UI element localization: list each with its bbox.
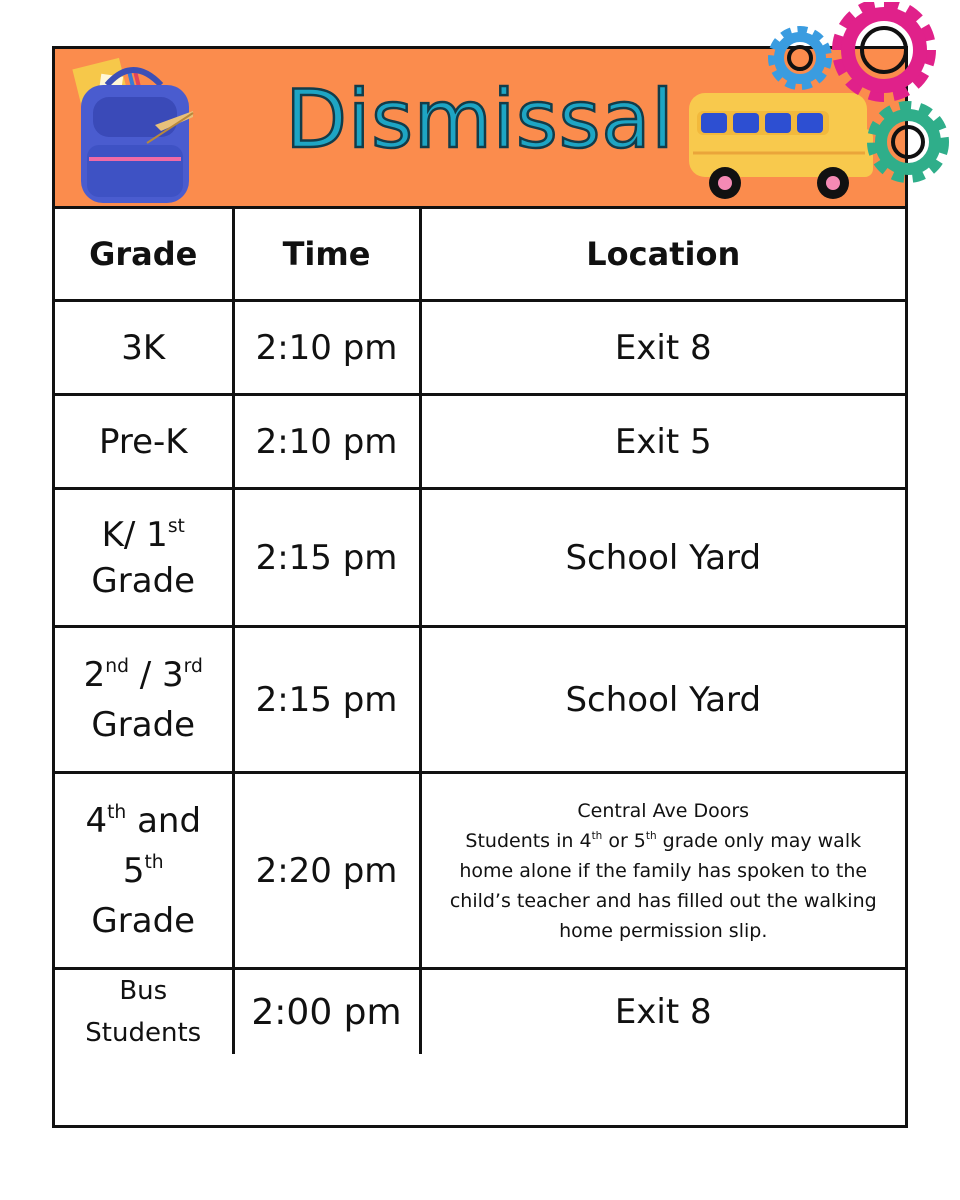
grade-text: 2 <box>83 654 106 695</box>
grade-cell <box>55 627 233 773</box>
dismissal-sheet <box>52 46 908 1128</box>
grade-text: 3 <box>162 654 184 695</box>
table-row <box>55 627 905 773</box>
column-header: Location <box>420 209 905 301</box>
location-cell: School Yard <box>420 489 905 627</box>
time-cell: 2:20 pm <box>233 773 420 969</box>
location-cell: Exit 8 <box>420 301 905 395</box>
table-row <box>55 395 905 489</box>
ordinal-suffix: st <box>167 515 185 537</box>
location-cell: Exit 5 <box>420 395 905 489</box>
ordinal-suffix: th <box>144 851 164 873</box>
grade-text: Grade <box>91 704 196 745</box>
walking-note-text: Students in 4 <box>465 829 592 852</box>
table-row <box>55 773 905 969</box>
grade-cell <box>55 489 233 627</box>
location-cell: School Yard <box>420 627 905 773</box>
time-cell: 2:10 pm <box>233 395 420 489</box>
column-header: Time <box>233 209 420 301</box>
time-cell: 2:10 pm <box>233 301 420 395</box>
grade-text: 4 <box>85 800 108 841</box>
grade-text: Bus <box>119 976 168 1006</box>
table-row <box>55 489 905 627</box>
page-title: Dismissal <box>285 73 675 166</box>
location-cell <box>420 773 905 969</box>
location-cell: Exit 8 <box>420 969 905 1055</box>
grade-text: K/ 1 <box>101 514 168 555</box>
time-cell: 2:15 pm <box>233 627 420 773</box>
ordinal-suffix: th <box>645 829 657 842</box>
walking-note-text: or 5 <box>602 829 646 852</box>
grade-text: and <box>126 800 202 841</box>
table-header-row <box>55 209 905 301</box>
table-row <box>55 301 905 395</box>
grade-text: 5 <box>122 850 145 891</box>
grade-cell <box>55 773 233 969</box>
location-heading: Central Ave Doors <box>577 799 750 822</box>
grade-text: Grade <box>91 560 196 601</box>
time-cell: 2:15 pm <box>233 489 420 627</box>
grade-cell: Pre-K <box>55 395 233 489</box>
walking-note <box>450 830 877 942</box>
table-row <box>55 969 905 1055</box>
time-cell: 2:00 pm <box>233 969 420 1055</box>
ordinal-suffix: th <box>591 829 603 842</box>
ordinal-suffix: rd <box>183 655 203 677</box>
grade-cell: 3K <box>55 301 233 395</box>
grade-cell <box>55 969 233 1055</box>
gears-icon <box>762 2 958 188</box>
grade-text: / <box>128 654 163 695</box>
dismissal-table <box>55 209 905 1054</box>
grade-text: Students <box>85 1018 202 1048</box>
grade-text: Grade <box>91 900 196 941</box>
column-header: Grade <box>55 209 233 301</box>
walking-note-text: grade only may walk home alone if the family has spoken to the child’s teacher and has filled out the walking home permission slip. <box>449 829 877 942</box>
ordinal-suffix: nd <box>105 655 129 677</box>
ordinal-suffix: th <box>107 801 127 823</box>
